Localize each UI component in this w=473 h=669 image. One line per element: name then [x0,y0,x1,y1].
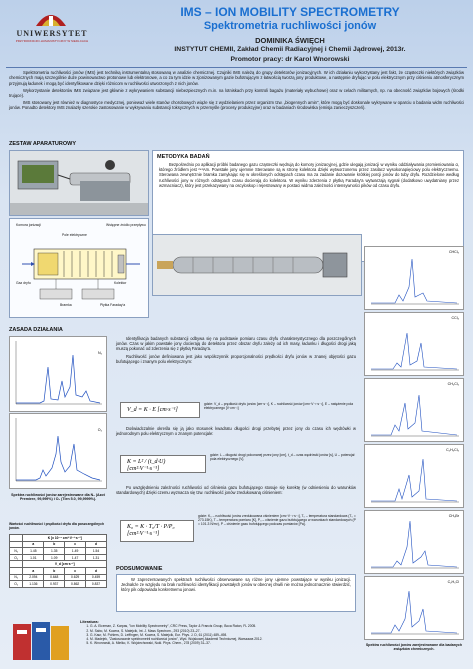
references-list [80,624,380,645]
spectrum-chcl3 [364,246,464,310]
books-illustration [9,618,73,664]
spectrum-ccl4 [364,312,464,376]
section-principle: ZASADA DZIAŁANIA [9,327,63,333]
intro-paragraph-2: Wykorzystanie detektorów IMS związane jest głównie z wykrywaniem substancji niebezpiecznych m.in. na lotniskach przy kontroli bagażu (materiały wybuchowe) oraz w celach militarnych, np. na obecność związków bojowych (środki trujące). [9,87,464,99]
institute: INSTYTUT CHEMII, Zakład Chemii Radiacyjnej i Chemii Jądrowej, 2013r. [174,46,406,53]
spectrum-chcl3-plot [365,247,463,309]
diagram-label-collector: Kolektor [114,281,127,285]
section-method: METODYKA BADAŃ [157,154,210,160]
logo-subtitle: PRZYRODNICZO-HUMANISTYCZNY W SIEDLCACH [15,39,89,43]
spectrum-c2h3cl3-label: C₂H₃Cl₃ [446,448,459,452]
introduction [9,70,464,112]
principle-paragraph-2: Ruchliwość jonów definiowana jest jako współczynnik proporcjonalności prędkości dryfu jonów w znanej objętości gazu bufotującego i znanym polu elektrycznym: [116,353,356,364]
spectrum-n2 [9,336,107,412]
university-logo [4,8,100,52]
apparatus-photo-image [10,151,148,215]
table-corner [10,535,23,542]
spectrum-ch3br [364,510,464,574]
principle-text [116,336,356,366]
table-cell: 0.937 [44,581,65,588]
reference-item: 2. M. Sabo, M. Kucera, S. Matejcik, Int. J. Mass Spectrom., 293 (2010) 23–27. [90,629,380,633]
intro-paragraph-3: IMS stosowany jest również w diagnostyce medycznej, ponieważ wiele stanów chorobowych wiąże się z wydzielaniem przez organizm tzw. „biogennych amin", które mogą być doskonale wykrywane w oparciu o badania widm ruchliwości jonów. Ponadto detektory IMS znalazły szerokie zastosowanie w wykrywaniu substancji toksycznych w przemyśle (procesy produkcyjne) oraz w badaniach środowiska (emisja zanieczyszczeń). [9,100,464,111]
diagram-label-drift-gas: Gaz dryfu [16,281,31,285]
table-cell: 1.09 [44,554,65,561]
principle-text-3 [116,485,356,497]
table-cell: O₂ [10,554,23,561]
table-cell: 0.629 [65,574,86,581]
table-cell: 0.837 [86,581,107,588]
col-b: b [44,567,65,574]
table-cell: 1.47 [65,554,86,561]
spectrum-c2h3cl3-plot [365,445,463,507]
formula-reduced-mobility: K₀ = K · T₀/T · P/P₀ [cm²·V⁻¹·s⁻¹] [120,520,194,542]
spectrum-ch2cl2-plot [365,379,463,441]
mobility-table [9,534,107,588]
formula3-legend: gdzie: K₀ – ruchliwość jonów zredukowana ciśnieniem [cm²·V⁻¹·s⁻¹], T₀ – temperatura standardowa (T₀ = 273.15K), T – temperatura pomiaru [K], P₀ – ciśnienie gazu bufotującego w warunkach standardowych (P = 101.3 N/m²), P – ciśnienie gazu bufotującego podczas pomiarów [Pa]. [198,514,356,527]
table-cell: N₂ [10,574,23,581]
reference-item: 4. M. Madejek, "Zastosowanie spektrometrii ruchliwości jonów", Wyd. Wojskowej Akademii Technicznej, Warszawa 2012. [90,637,380,641]
table-cell: 0.862 [65,581,86,588]
col-c: c [65,567,86,574]
drift-tube-photo [152,234,362,296]
diagram-label-faraday: Płytka Faraday'a [100,303,126,307]
col-d: d [86,541,107,548]
table-cell: 1.54 [86,548,107,555]
table-row [10,548,107,555]
spectrum-o2-plot [10,414,106,488]
logo-name: UNIWERSYTET [16,29,88,38]
table-cell: 1.31 [86,554,107,561]
col-a: a [23,541,44,548]
diagram-label-gate: Bramka [60,303,72,307]
table-cell: 2.094 [23,574,44,581]
apparatus-diagram [9,218,149,318]
spectrum-ch2cl2-label: CH₂Cl₂ [447,382,459,386]
spectrum-ccl4-label: CCl₄ [451,316,459,320]
section-summary: PODSUMOWANIE [116,566,163,572]
references-heading: Literatura: [80,620,99,624]
summary-box [116,574,356,612]
right-caption: Spektra ruchliwości jonów zarejestrowane dla badanych związków chemicznych. [365,643,463,652]
section-apparatus: ZESTAW APARATUROWY [9,141,77,147]
table-cell: 0.459 [86,574,107,581]
principle-text-2 [116,426,356,438]
summary-paragraph: W zaprezentowanych spektrach ruchliwości obserwowane są różne jony ujemne powstające w wyniku jonizacji. Jednakże ze względu na brak ruchliwości identyfikacji powstałych jonów w obecnej chwili nie można jednoznacznie stwierdzić, który pik odpowiada konkretnemu jonowi. [121,577,351,593]
table-header-k: K [x 10⁻⁴ cm²·V⁻¹·s⁻¹] [23,535,107,542]
table-row [10,574,107,581]
table-corner-3 [10,561,23,568]
reference-item: 1. G. A. Eiceman, Z. Karpas, "Ion Mobility Spectrometry", CRC Press, Taylor & Francis Group, Boca Raton, FL 2005. [90,624,380,628]
table-row [10,581,107,588]
references [80,620,380,646]
spectrum-n2-label: N₂ [98,351,102,355]
spectrum-ch3br-plot [365,511,463,573]
table-cell: O₂ [10,581,23,588]
left-caption: Spektra ruchliwości jonów zarejestrowane dla N₂ (Azot Premiere, 99,999%) i O₂ (Tlen 5.0, 99,9999%). [11,493,105,502]
col-b: b [44,541,65,548]
table-row [10,554,107,561]
reference-item: 5. K. Wnorowski, A. Mielko, K. Wojciechowski, Nukl. Phys. Chem., 278 (2009) 31–37. [90,641,380,645]
principle-paragraph-4: Po uwzględnieniu zależności ruchliwości od ciśnienia gazu bufotującego stosuje się korektę (w odniesieniu do warunków standardowych) dzięki czemu wyznacza się tzw. ruchliwość jonów zredukowaną ciśnieniem: [116,485,356,496]
spectrum-ch3br-label: CH₃Br [448,514,459,518]
table-corner-2 [10,541,23,548]
spectrum-c2h5cl-label: C₂H₅Cl [447,580,459,584]
spectrum-ch2cl2 [364,378,464,442]
table-cell: 1.35 [44,548,65,555]
table-cell: 1.01 [23,554,44,561]
diagram-label-ionization: Komora jonizacji [16,223,41,227]
table-cell: 0.648 [44,574,65,581]
spectrum-c2h3cl3 [364,444,464,508]
promoter: Promotor pracy: dr Karol Wnorowski [230,56,350,63]
intro-paragraph-1: Spektrometria ruchliwości jonów (IMS) jest techniką instrumentalną stosowaną w analizie chemicznej. Czujniki IMS należą do grupy detektorów jonizacyjnych. W ich działaniu wykorzystany jest fakt, że cząsteczki niektórych związków chemicznych mają szczególnie duże powinowactwo protonowe lub elektronowe, a co za tym idzie w zjonizowanym gazie bufotrującym z łatwością tworzą jony produktowe, a następnie dryfując w polu elektrycznym przy ciśnieniu atmosferycznym przyjmują ładunek i mogą być identyfikowane dzięki różnicom w ruchliwości utworzonych z nich jonów. [9,70,464,86]
principle-paragraph-1: Identyfikacja badanych substancji odbywa się na podstawie pomiaru czasu dryfu charakterystycznego dla poszczególnych jonów. Czas w jakim powstałe jony docierają do detektora przez obszar dryfu zależy od ich masy, ładunku i długości drogi jaką muszą pokonać od zderzenia się z płytką Faraday'a. [116,336,356,352]
principle-paragraph-3: Doświadczalnie określa się ją jako stosunek kwadratu długości drogi przebytej przez jony do czasu ich wędrówki w jednorodnym polu elektrycznym o znanym potencjale: [116,426,356,437]
spectrum-ccl4-plot [365,313,463,375]
spectrum-n2-plot [10,337,106,411]
table-title: Wartości ruchliwości i prędkości dryfu dla poszczególnych jonów. [9,522,105,531]
spectrum-o2 [9,413,107,489]
formula-drift-velocity: V_d = K · E [cm·s⁻¹] [120,402,200,418]
table-header-vd: V_d [cm·s⁻¹] [23,561,107,568]
apparatus-photo [9,150,149,216]
col-c: c [65,541,86,548]
university-emblem-icon [34,8,68,28]
spectrum-chcl3-label: CHCl₃ [448,250,459,254]
spectrum-o2-label: O₂ [97,428,102,432]
drift-tube-image [153,235,361,295]
formula1-legend: gdzie: V_d – prędkość dryfu jonów [cm·s⁻¹], K – ruchliwość jonów [cm²·V⁻¹·s⁻¹], E – natężenie pola elektrycznego [V·cm⁻¹] [204,402,353,411]
method-text [159,162,459,190]
table-corner-4 [10,567,23,574]
diagram-label-field: Pole elektryczne [62,233,87,237]
poster-title: IMS – ION MOBILITY SPECTROMETRY [180,5,400,19]
diagram-label-flow: Wstępne źródło przepływu [106,223,146,227]
formula2-legend: gdzie: L – długość drogi pokonanej przez jony [cm], t_d – czas wędrówki jonów [s], U – potencjał pola elektrycznego [V]. [210,453,355,462]
table-cell: 1.49 [65,548,86,555]
header-divider [6,67,467,68]
poster-subtitle: Spektrometria ruchliwości jonów [203,20,377,32]
col-a: a [23,567,44,574]
table-cell: 1.45 [23,548,44,555]
table-cell: 1.136 [23,581,44,588]
col-d: d [86,567,107,574]
author: DOMINIKA ŚWIĘCH [255,36,325,45]
reference-item: 3. G. Kaur, M. Pohlers, D. Leffingen, M. Kucera, S. Matejcik, Eur. Phys. J. D, 61 (2011) 489–498. [90,633,380,637]
method-paragraph: Bezpośrednio po aplikacji próbki badanego gazu cząsteczki wędrują do komory jonizacyjnej, gdzie ulegają jonizacji w wyniku oddziaływania promieniowania α, którego źródłem jest ²⁴¹Am. Powstałe jony ujemnie Sterowane są w stronę kolektora dzięki wytworzonemu przez zasilacz wysokonapięciowy polu elektrycznemu. Sterowana zewnętrznie bramka zamykając się w określonych odstępach czasu ma za zadanie dozowanie krótkiej porcji jonów do tuby dryfu. Rozdzielone według ruchliwości jony w różnych odstępach czasu docierają do kolektora. W wyniku zderzenia z płytką Faraday'a wytwarzają sygnał (dodatkowo uwydatniany przez wzmacniacz), który jest przekazywany na oscyloskop i rejestrowany w postaci widma zależności intensywności pików od czasu dryfu. [159,162,459,188]
table-cell: N₂ [10,548,23,555]
summary-text [121,577,351,595]
formula-mobility: K = L² / (t_d·U) [cm²·V⁻¹·s⁻¹] [120,455,206,473]
